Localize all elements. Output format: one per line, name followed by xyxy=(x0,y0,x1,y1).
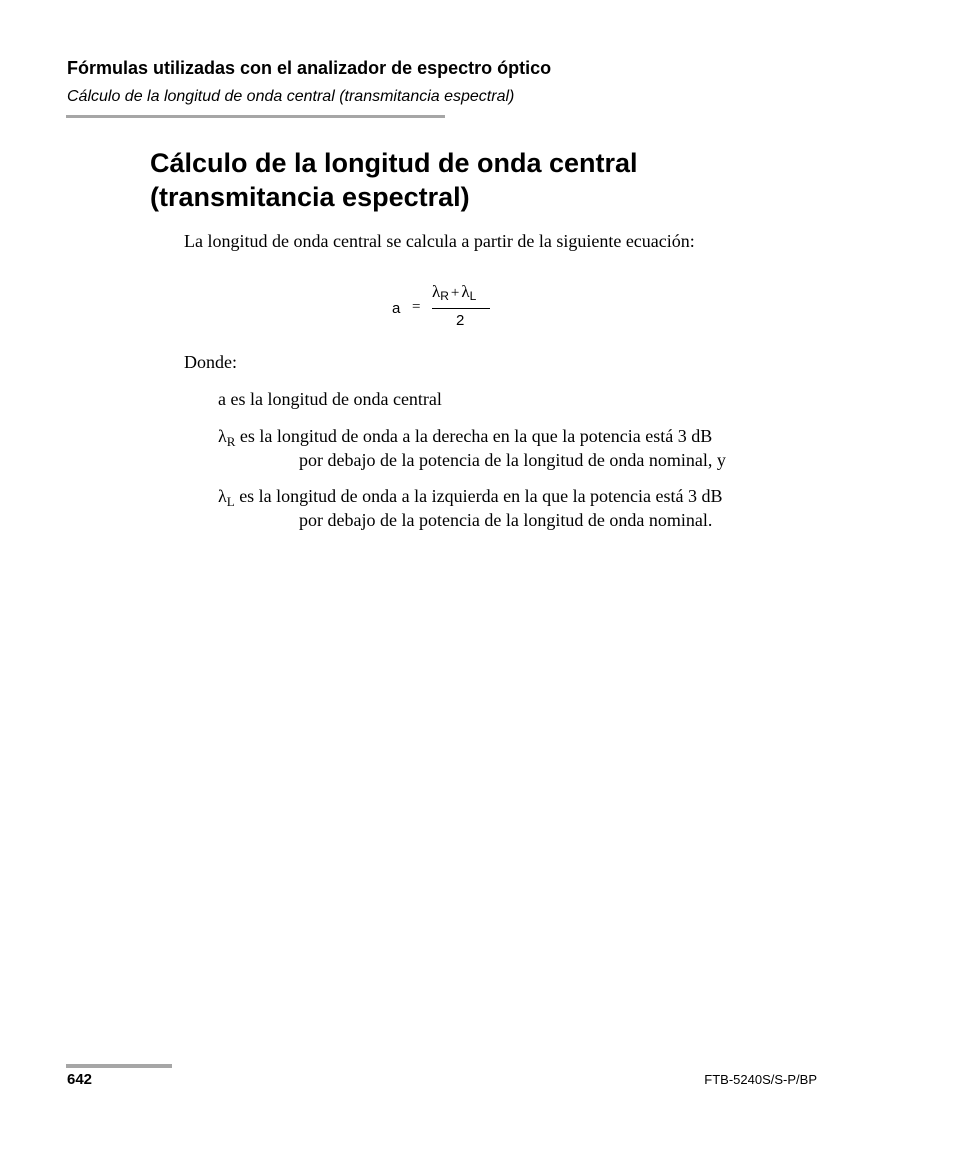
fraction-bar xyxy=(432,308,490,309)
product-name: FTB-5240S/S-P/BP xyxy=(704,1072,817,1087)
header-subtitle: Cálculo de la longitud de onda central (transmitancia espectral) xyxy=(67,88,515,105)
donde-label: Donde: xyxy=(184,352,237,372)
definition-lambda-l xyxy=(218,486,723,510)
definition-a: a es la longitud de onda central xyxy=(218,389,442,409)
section-title-line-2: (transmitancia espectral) xyxy=(150,182,470,212)
definition-text: es la longitud de onda a la derecha en la que la potencia está 3 dB xyxy=(239,426,713,446)
header-title: Fórmulas utilizadas con el analizador de espectro óptico xyxy=(67,58,552,78)
lambda-symbol: $\lambda_L$ xyxy=(218,486,235,509)
subscript-r: R xyxy=(440,289,449,303)
lambda-symbol: λ xyxy=(461,282,470,301)
lambda-symbol: $\lambda_R$ xyxy=(218,426,236,449)
section-title xyxy=(150,146,850,214)
definition-text: es la longitud de onda a la izquierda en la que la potencia está 3 dB xyxy=(239,486,723,506)
lambda-symbol: λ xyxy=(432,282,441,301)
formula-numerator xyxy=(432,282,476,303)
page-number: 642 xyxy=(67,1071,93,1088)
formula-lhs: a xyxy=(392,300,401,317)
footer-rule xyxy=(66,1064,172,1068)
definition-continuation: por debajo de la potencia de la longitud de onda nominal. xyxy=(299,510,713,530)
formula-equals: = xyxy=(412,299,421,315)
plus-sign: + xyxy=(450,285,460,301)
central-wavelength-formula xyxy=(392,282,502,334)
header-rule xyxy=(66,115,445,118)
subscript-l: L xyxy=(469,289,477,303)
definition-continuation: por debajo de la potencia de la longitud de onda nominal, y xyxy=(299,450,726,470)
section-title-line-1: Cálculo de la longitud de onda central xyxy=(150,148,638,178)
formula-denominator: 2 xyxy=(456,312,465,329)
definition-lambda-r xyxy=(218,426,712,450)
intro-paragraph: La longitud de onda central se calcula a partir de la siguiente ecuación: xyxy=(184,231,695,251)
